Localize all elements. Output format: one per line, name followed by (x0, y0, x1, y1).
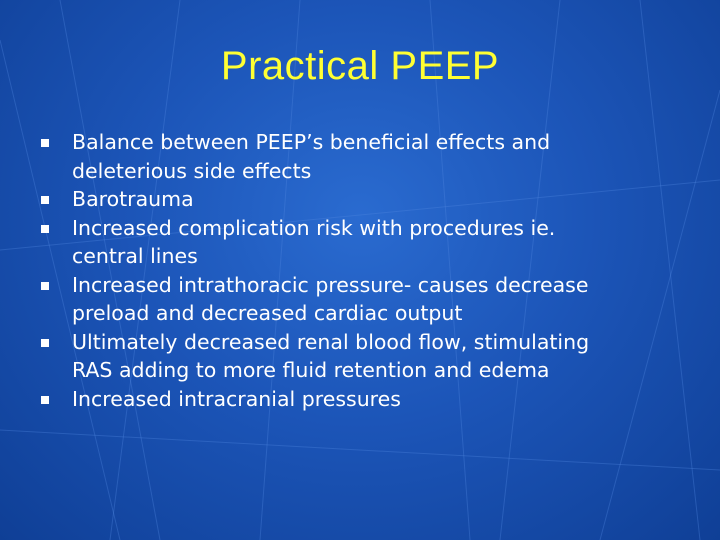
square-bullet-icon (41, 139, 49, 147)
bullet-list (40, 128, 700, 413)
list-item (40, 185, 700, 214)
square-bullet-icon (41, 196, 49, 204)
square-bullet-icon (41, 282, 49, 290)
list-item (40, 271, 700, 328)
bullet-text-line: preload and decreased cardiac output (72, 301, 463, 325)
bullet-text-line: Increased intracranial pressures (72, 386, 401, 411)
bullet-text-line: deleterious side effects (72, 158, 312, 183)
bullet-text-line: Barotrauma (72, 187, 194, 211)
list-item (40, 128, 700, 185)
bullet-text-line: Increased complication risk with procedures ie. (72, 215, 556, 240)
bullet-text-line: RAS adding to more fluid retention and edema (72, 358, 550, 382)
list-item (40, 385, 700, 414)
list-item (40, 214, 700, 271)
square-bullet-icon (41, 339, 49, 347)
square-bullet-icon (41, 225, 49, 233)
bullet-text-line: central lines (72, 244, 198, 268)
bullet-text-line: Increased intrathoracic pressure- causes decrease (72, 272, 589, 297)
bullet-text-line: Ultimately decreased renal blood flow, stimulating (72, 329, 590, 354)
bullet-text-line: Balance between PEEP’s beneficial effects and (72, 130, 551, 154)
list-item (40, 328, 700, 385)
square-bullet-icon (41, 396, 49, 404)
slide-title: Practical PEEP (220, 44, 500, 88)
